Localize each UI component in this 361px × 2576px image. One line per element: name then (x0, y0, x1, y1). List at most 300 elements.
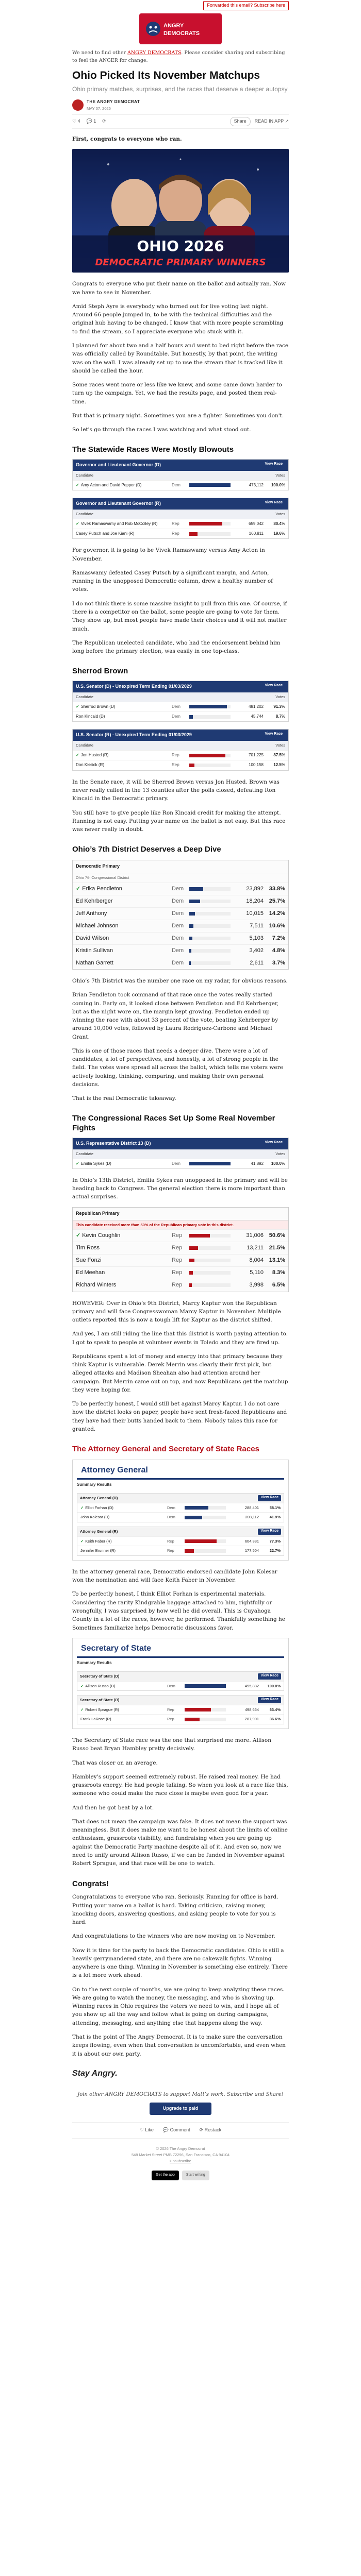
vote-count: 2,611 (250, 959, 264, 966)
vote-share-bar (185, 1506, 226, 1510)
vote-share-fill (189, 522, 222, 526)
footer-actions (72, 2122, 289, 2139)
svg-text:ANGRY: ANGRY (163, 23, 184, 29)
vote-share-bar (189, 1234, 231, 1238)
column-votes: Votes (275, 512, 285, 517)
candidate-label: Ed Meehan (76, 1269, 105, 1276)
vote-share-bar (189, 764, 231, 767)
vote-share-bar (185, 1718, 226, 1721)
vote-percent: 87.5% (273, 753, 285, 757)
result-row (77, 1512, 284, 1522)
vote-count: 287,901 (244, 1717, 259, 1722)
restack-button[interactable]: ⟳ (102, 118, 106, 124)
like-button[interactable]: ♡ 4 (72, 118, 80, 124)
party-label: Dem (167, 1505, 175, 1510)
vote-percent: 8.3% (272, 1269, 285, 1276)
race-title: Attorney General (D) (80, 1496, 118, 1501)
candidate-name (76, 521, 172, 527)
party-label: Dem (172, 482, 180, 487)
paragraph: That was closer on an average. (72, 1759, 158, 1766)
candidate-label: Frank LaRose (R) (80, 1717, 111, 1722)
vote-percent: 100.0% (271, 1161, 285, 1166)
winner-check-icon: ✓ (80, 1683, 84, 1688)
candidate-name (76, 1281, 172, 1290)
party-label: Rep (172, 521, 179, 526)
result-row (73, 711, 288, 721)
primary-title: Democratic Primary (73, 860, 288, 873)
paragraph: HOWEVER: Over in Ohio’s 9th District, Marcy Kaptur won the Republican primary and will face Congresswoman Marcy Kaptur in November. Multiple outlets reported this is now a tough lift for Kaptur as the district shifted. (72, 1300, 281, 1324)
vote-percent: 7.2% (272, 935, 285, 941)
vote-percent: 41.9% (269, 1515, 281, 1520)
result-row (73, 529, 288, 538)
column-candidate: Candidate (76, 694, 94, 700)
candidate-name (80, 1538, 167, 1545)
column-candidate: Candidate (76, 743, 94, 748)
party-label: Dem (172, 704, 180, 709)
race-title: U.S. Senator (R) - Unexpired Term Ending 01/03/2029 (76, 732, 192, 738)
candidate-name (80, 1548, 167, 1554)
paragraph: And congratulations to the winners who are now moving on to November. (72, 1933, 275, 1940)
party-label: Dem (172, 959, 184, 966)
candidate-label: Sherrod Brown (D) (80, 704, 116, 709)
column-headers (73, 510, 288, 519)
results-table-header (73, 681, 288, 692)
candidate-label: Ed Kehrberger (76, 897, 113, 904)
result-row (73, 1159, 288, 1168)
signoff: Stay Angry. (72, 2069, 118, 2078)
vote-count: 18,204 (246, 897, 264, 904)
vote-share-bar (189, 483, 231, 487)
paragraph: In the attorney general race, Democratic endorsed candidate John Kolesar won the nomination and will face Keith Faber in November. (72, 1568, 277, 1584)
vote-percent: 3.7% (272, 959, 285, 966)
vote-share-bar (185, 1708, 226, 1711)
result-row (73, 760, 288, 770)
get-app-button[interactable]: Get the app (152, 2171, 179, 2180)
vote-count: 5,110 (250, 1269, 264, 1276)
sections (72, 445, 289, 2058)
candidate-label: Don Kissick (R) (76, 762, 105, 768)
paragraph: In the Senate race, it will be Sherrod Brown versus Jon Husted. Brown was never really called in the 13 counties after the polls closed, defeating Ron Kincaid in the Democratic primary. (72, 778, 280, 802)
party-label: Rep (167, 1548, 174, 1553)
party-label: Rep (172, 762, 179, 768)
candidate-name (76, 934, 172, 943)
column-headers (73, 692, 288, 702)
party-label: Rep (167, 1707, 174, 1712)
inner-table-header (77, 1527, 284, 1536)
vote-count: 100,158 (249, 762, 264, 768)
intro-text: We need to find other ANGRY DEMOCRATS. Please consider sharing and subscribing to feel the ANGER for change. (72, 50, 285, 63)
result-row (73, 702, 288, 711)
hero-line-2: DEMOCRATIC PRIMARY WINNERS (95, 257, 266, 268)
candidate-name (76, 922, 172, 930)
paragraph: The Secretary of State race was the one that surprised me more. Allison Russo beat Bryan Hambley pretty decisively. (72, 1737, 272, 1752)
paragraph: So let's go through the races I was watching and what stood out. (72, 427, 251, 433)
result-row (73, 920, 288, 932)
party-label: Dem (172, 935, 184, 941)
vote-share-bar (189, 522, 231, 526)
result-row (73, 1266, 288, 1279)
vote-share-bar (189, 1259, 231, 1262)
forwarded-subscribe-link[interactable]: Forwarded this email? Subscribe here (203, 1, 289, 10)
candidate-name (76, 959, 172, 968)
candidate-name (80, 1707, 167, 1713)
winner-check-icon: ✓ (80, 1538, 84, 1544)
result-row (73, 1229, 288, 1242)
race-title: Attorney General (R) (80, 1529, 118, 1534)
candidate-label: Amy Acton and David Pepper (D) (80, 482, 142, 487)
result-row (73, 1279, 288, 1291)
paragraph: To be perfectly honest, I would still bet against Marcy Kaptur. I do not care how the district looks on paper, people have sent fresh-faced Republicans and they have had their butts handed back to them. Nobody takes this race for granted. (72, 1401, 287, 1432)
vote-share-fill (189, 1259, 194, 1262)
vote-share-fill (185, 1684, 226, 1688)
address: 548 Market Street PMB 72296, San Francisco, CA 94104 (131, 2152, 230, 2157)
result-row (77, 1714, 284, 1724)
read-in-app-link[interactable]: READ IN APP ↗ (254, 118, 289, 124)
vote-percent: 22.7% (269, 1548, 281, 1553)
vote-share-fill (185, 1549, 194, 1553)
inner-results-table (77, 1695, 284, 1724)
winner-check-icon: ✓ (76, 1161, 79, 1166)
post-actions-bar (72, 114, 289, 129)
footer-like-button[interactable]: ♡ Like (139, 2127, 154, 2133)
paragraph: That is the point of The Angry Democrat. It is to make sure the conversation keeps flowing, even when that conversation is uncomfortable, and even when it is about our own party. (72, 2034, 286, 2057)
byline (72, 99, 289, 111)
vote-percent: 91.3% (273, 704, 285, 709)
party-label: Rep (167, 1717, 174, 1722)
winner-check-icon: ✓ (76, 704, 79, 709)
vote-percent: 58.1% (269, 1505, 281, 1510)
vote-percent: 50.6% (269, 1232, 285, 1239)
race-title: U.S. Senator (D) - Unexpired Term Ending 01/03/2029 (76, 684, 192, 689)
secretary-of-state-block (72, 1638, 289, 1729)
topbar (72, 0, 289, 11)
view-race-button[interactable]: View Race (258, 1495, 281, 1501)
result-row (77, 1705, 284, 1715)
paragraph: To be perfectly honest, I think Elliot Forhan is experimental materials. Considering the rarity Kindgrable baggage attached to him, rightfully or wrongfully, I was surprised by how well he did overall. This is Cuyahoga County in a lot of the races, however, he performed. Thankfully something he Sometimes familiarize helps Democratic discussions favor. (72, 1591, 286, 1631)
candidate-label: Robert Sprague (R) (85, 1707, 119, 1712)
vote-percent: 8.7% (275, 714, 285, 719)
result-row (73, 883, 288, 895)
candidate-label: Kevin Coughlin (82, 1232, 121, 1239)
party-label: Dem (167, 1683, 175, 1688)
vote-percent: 36.6% (269, 1717, 281, 1722)
vote-count: 177,504 (244, 1548, 259, 1553)
result-row (73, 1242, 288, 1254)
party-label: Dem (172, 897, 184, 904)
candidate-name (76, 704, 172, 710)
vote-count: 498,664 (244, 1707, 259, 1712)
party-label: Dem (172, 910, 184, 917)
office-title: Attorney General (77, 1460, 284, 1480)
vote-share-bar (189, 900, 231, 903)
vote-share-bar (189, 1283, 231, 1287)
summary-label: Summary Results (77, 1660, 112, 1665)
section-heading: The Attorney General and Secretary of State Races (72, 1445, 259, 1454)
inner-results-table (77, 1493, 284, 1522)
vote-share-fill (189, 764, 194, 767)
comment-button[interactable]: 💬 1 (86, 118, 96, 124)
winner-check-icon: ✓ (76, 482, 79, 487)
share-button[interactable]: Share (230, 117, 251, 126)
vote-share-fill (189, 1271, 193, 1275)
vote-share-fill (189, 912, 195, 916)
paragraph: Congrats to everyone who put their name on the ballot and actually ran. Now we have to see in November. (72, 281, 286, 296)
footer (72, 2146, 289, 2164)
results-table (72, 1138, 289, 1169)
party-label: Rep (172, 1257, 183, 1264)
vote-share-bar (185, 1516, 226, 1519)
vote-percent: 14.2% (269, 910, 285, 917)
party-label: Dem (172, 885, 184, 892)
section-heading: Ohio’s 7th District Deserves a Deep Dive (72, 845, 221, 854)
vote-share-bar (189, 1271, 231, 1275)
party-label: Dem (172, 922, 184, 929)
party-label: Rep (172, 1245, 183, 1251)
vote-count: 495,882 (244, 1683, 259, 1688)
race-title: Secretary of State (D) (80, 1673, 120, 1679)
attorney-general-block (72, 1460, 289, 1561)
paragraph: I planned for about two and a half hours and went to bed right before the race was officially called by Roundtable. But honestly, by that point, the writing was on the wall. I was already set up to use the stream that is tracked like it should be called the hour. (72, 342, 289, 374)
paragraph: And then he got beat by a lot. (72, 1804, 154, 1811)
result-row (73, 1254, 288, 1266)
vote-count: 7,511 (250, 922, 264, 929)
vote-percent: 4.8% (272, 947, 285, 954)
vote-share-fill (189, 900, 200, 903)
footer-restack-button[interactable]: ⟳ Restack (199, 2127, 222, 2133)
office-title: Secretary of State (77, 1638, 284, 1658)
candidate-name (76, 531, 172, 537)
copyright: © 2026 The Angry Democrat (156, 2146, 205, 2151)
candidate-label: Elliot Forhan (D) (85, 1505, 113, 1510)
results-table-header (73, 1138, 288, 1149)
author-name[interactable]: THE ANGRY DEMOCRAT (87, 99, 140, 105)
paragraph: And yes, I am still riding the line that this district is worth paying attention to. I got to speak to people at volunteer events in Toledo and they are fired up. (72, 1331, 288, 1346)
result-row (77, 1681, 284, 1691)
results-table-header (73, 498, 288, 510)
candidate-name (76, 946, 172, 955)
vote-percent: 19.6% (273, 531, 285, 536)
section-heading: Congrats! (72, 1879, 109, 1888)
paragraph: Some races went more or less like we knew, and some came down harder to turn up the campaign. Yet, we had the results page, and posted them real-time. (72, 382, 282, 405)
results-table-header (73, 730, 288, 741)
candidate-label: Vivek Ramaswamy and Rob McColley (R) (80, 521, 158, 526)
hero-line-1: OHIO 2026 (137, 238, 224, 255)
race-title: Governor and Lieutenant Governor (R) (76, 501, 161, 506)
paragraph: In Ohio’s 13th District, Emilia Sykes ran unopposed in the primary and will be heading back to Congress. The general election there is more important than actual surprises. (72, 1177, 288, 1200)
candidate-name (80, 1514, 167, 1520)
vote-count: 481,202 (249, 704, 264, 709)
paragraph: Hambley’s support seemed extremely robust. He raised real money. He had grassroots energy. He had people talking. So when you look at a race like this, someone who could make the race close is maybe even good for a year. (72, 1773, 288, 1797)
vote-share-fill (189, 924, 193, 928)
section-heading: The Congressional Races Set Up Some Real November Fights (72, 1114, 275, 1133)
vote-share-fill (189, 705, 227, 708)
column-headers (73, 471, 288, 480)
candidate-label: Keith Faber (R) (85, 1538, 112, 1544)
view-race-button[interactable]: View Race (258, 1673, 281, 1680)
paragraph: Congratulations to everyone who ran. Seriously. Running for office is hard. Putting your name on a ballot is hard. Taking criticism, raising money, knocking doors, answering questions, and asking people to vote for you is hard. (72, 1894, 278, 1926)
vote-percent: 77.3% (269, 1538, 281, 1544)
view-race-button[interactable]: View Race (262, 1140, 285, 1147)
paragraph: Amid Steph Ayre is everybody who turned out for live voting last night. Around 66 people jumped in, to be with the technical difficulties and the original hub having to be changed. I know that with more people scrambling to find the stream, so I appreciate everyone who stuck with it. (72, 303, 284, 335)
vote-share-fill (185, 1718, 200, 1721)
vote-percent: 6.5% (272, 1282, 285, 1289)
result-row (77, 1546, 284, 1555)
angry-democrats-link[interactable]: ANGRY DEMOCRATS (127, 50, 182, 56)
vote-count: 160,811 (249, 531, 264, 536)
result-row (73, 519, 288, 529)
column-votes: Votes (275, 1151, 285, 1156)
candidate-name (76, 1244, 172, 1252)
vote-percent: 33.8% (269, 885, 285, 892)
candidate-label: Richard Winters (76, 1282, 117, 1289)
article-subtitle: Ohio primary matches, surprises, and the races that deserve a deeper autopsy (72, 85, 288, 93)
party-label: Rep (167, 1538, 174, 1544)
primary-results-box (72, 860, 289, 970)
vote-percent: 13.1% (269, 1257, 285, 1264)
column-votes: Votes (275, 743, 285, 748)
results-table (72, 498, 289, 539)
republican-primary-box (72, 1207, 289, 1292)
vote-count: 3,998 (249, 1282, 264, 1289)
publish-date: MAY 07, 2026 (87, 106, 111, 111)
vote-percent: 21.5% (269, 1245, 285, 1251)
vote-count: 208,112 (245, 1515, 259, 1520)
candidate-label: John Kolesar (D) (80, 1515, 110, 1520)
cta-text: Join other ANGRY DEMOCRATS to support Matt’s work. Subscribe and Share! (77, 2091, 284, 2097)
section-heading: The Statewide Races Were Mostly Blowouts (72, 445, 234, 454)
winner-check-icon: ✓ (80, 1707, 84, 1712)
party-label: Rep (172, 1282, 183, 1289)
footer-comment-button[interactable]: 💬 Comment (162, 2127, 190, 2133)
vote-share-fill (189, 483, 231, 487)
unsubscribe-link[interactable]: Unsubscribe (170, 2158, 191, 2163)
result-row (73, 957, 288, 969)
view-race-button[interactable]: View Race (258, 1697, 281, 1703)
candidate-label: Nathan Garrett (76, 959, 113, 966)
paragraph: That does not mean the campaign was fake. It does not mean the support was meaningless. But it does make me want to be honest about the limits of online enthusiasm, grassroots visibility, and fundraising when you are going up against the Democratic Party machine despite all of it. And even so, now we need to unify around Allison Russo, if we can be funded in November against Robert Sprague, and that race will be one to watch. (72, 1818, 288, 1867)
inner-table-header (77, 1494, 284, 1503)
view-race-button[interactable]: View Race (262, 500, 285, 507)
winner-check-icon: ✓ (76, 753, 79, 757)
vote-share-bar (189, 961, 231, 965)
article-title[interactable]: Ohio Picked Its November Matchups (72, 70, 260, 82)
result-row (73, 932, 288, 944)
vote-share-fill (189, 532, 198, 536)
vote-count: 288,401 (244, 1505, 259, 1510)
hero-graphic (72, 149, 289, 273)
vote-share-bar (189, 1246, 231, 1250)
winner-check-icon: ✓ (76, 521, 79, 526)
upgrade-button[interactable]: Upgrade to paid (150, 2103, 211, 2115)
vote-share-bar (189, 705, 231, 708)
vote-count: 23,892 (246, 885, 264, 892)
primary-note: Ohio 7th Congressional District (76, 875, 129, 880)
vote-percent: 63.4% (269, 1707, 281, 1712)
result-row (77, 1503, 284, 1513)
candidate-name (76, 1268, 172, 1277)
results-table (72, 729, 289, 770)
race-title: Governor and Lieutenant Governor (D) (76, 462, 161, 468)
vote-share-bar (185, 1684, 226, 1688)
view-race-button[interactable]: View Race (262, 462, 285, 469)
candidate-label: Jennifer Brunner (R) (80, 1548, 116, 1553)
paragraph: Brian Pendleton took command of that race once the votes really started coming in. Early on, it looked close between Pendleton and Ed Kehrberger, but as the night wore on, the margin kept growing. Pendleton ended up winning the race with about 33 percent of the vote, beating Kehrberger by around 10,000 votes, followed by Laura Rodriguez-Carbone and Michael Grant. (72, 992, 279, 1040)
party-label: Rep (172, 1232, 183, 1239)
candidate-name (76, 1256, 172, 1265)
party-label: Dem (172, 714, 180, 719)
vote-share-bar (189, 924, 231, 928)
party-label: Rep (172, 753, 179, 757)
column-votes: Votes (275, 694, 285, 700)
candidate-label: Jeff Anthony (76, 910, 107, 917)
paragraph: Ramaswamy defeated Casey Putsch by a significant margin, and Acton, running in the unopposed Democratic column, drew a healthy number of votes. (72, 569, 273, 593)
vote-count: 41,892 (251, 1161, 264, 1166)
column-candidate: Candidate (76, 473, 94, 478)
publication-logo[interactable] (139, 13, 222, 44)
article-body (72, 135, 289, 434)
vote-share-fill (189, 1283, 192, 1287)
vote-share-bar (189, 532, 231, 536)
column-headers (73, 1149, 288, 1159)
paragraph: You still have to give people like Ron Kincaid credit for making the attempt. Running is not easy. Putting your name on the ballot is not easy. But this race was never really in doubt. (72, 809, 286, 833)
start-writing-button[interactable]: Start writing (182, 2171, 209, 2180)
inner-results-table (77, 1671, 284, 1691)
party-label: Rep (172, 531, 179, 536)
vote-percent: 25.7% (269, 897, 285, 904)
candidate-name (76, 1161, 172, 1167)
party-label: Dem (167, 1515, 175, 1520)
candidate-name (76, 885, 172, 893)
candidate-label: Casey Putsch and Joe Kiani (R) (76, 531, 135, 536)
inner-table-header (77, 1696, 284, 1705)
candidate-label: Ron Kincaid (D) (76, 714, 105, 719)
column-candidate: Candidate (76, 512, 94, 517)
section-heading: Sherrod Brown (72, 667, 128, 676)
vote-count: 31,006 (246, 1232, 264, 1239)
vote-share-bar (189, 754, 231, 757)
vote-count: 701,225 (249, 753, 264, 757)
paragraph: That is the real Democratic takeaway. (72, 1095, 176, 1102)
vote-count: 13,211 (247, 1245, 264, 1251)
results-table-header (73, 460, 288, 471)
view-race-button[interactable]: View Race (262, 732, 285, 739)
candidate-label: Kristin Sullivan (76, 947, 113, 954)
view-race-button[interactable]: View Race (258, 1529, 281, 1535)
candidate-label: Allison Russo (D) (85, 1683, 116, 1688)
paragraph: I do not think there is some massive insight to pull from this one. Of course, if there is a competitor on the ballot, some people are going to vote for them. They show up, but most people have made their choices and it will not matter much. (72, 600, 287, 632)
paragraph: For governor, it is going to be Vivek Ramaswamy versus Amy Acton in November. (72, 547, 265, 562)
vote-share-fill (189, 715, 193, 719)
vote-share-fill (189, 887, 203, 891)
author-avatar[interactable] (72, 99, 84, 111)
vote-count: 8,004 (249, 1257, 264, 1264)
vote-share-fill (185, 1516, 202, 1519)
vote-count: 10,015 (246, 910, 264, 917)
candidate-label: David Wilson (76, 935, 109, 941)
view-race-button[interactable]: View Race (262, 683, 285, 690)
angry-democrats-logo-art (142, 16, 219, 42)
hero-image (72, 149, 289, 273)
results-table (72, 459, 289, 490)
candidate-name (80, 1505, 167, 1511)
race-title: U.S. Representative District 13 (D) (76, 1140, 151, 1146)
vote-share-bar (189, 887, 231, 891)
paragraph: This is one of those races that needs a deeper dive. There were a lot of candidates, a lot of perspectives, and honestly, a lot of strong people in the field. The votes were spread all across the ballot, which tells me voters were actively looking, thinking, comparing, and making their own personal decisions. (72, 1047, 283, 1088)
result-row (77, 1536, 284, 1546)
candidate-name (76, 909, 172, 918)
primary-title: Republican Primary (73, 1208, 288, 1221)
result-row (73, 895, 288, 907)
